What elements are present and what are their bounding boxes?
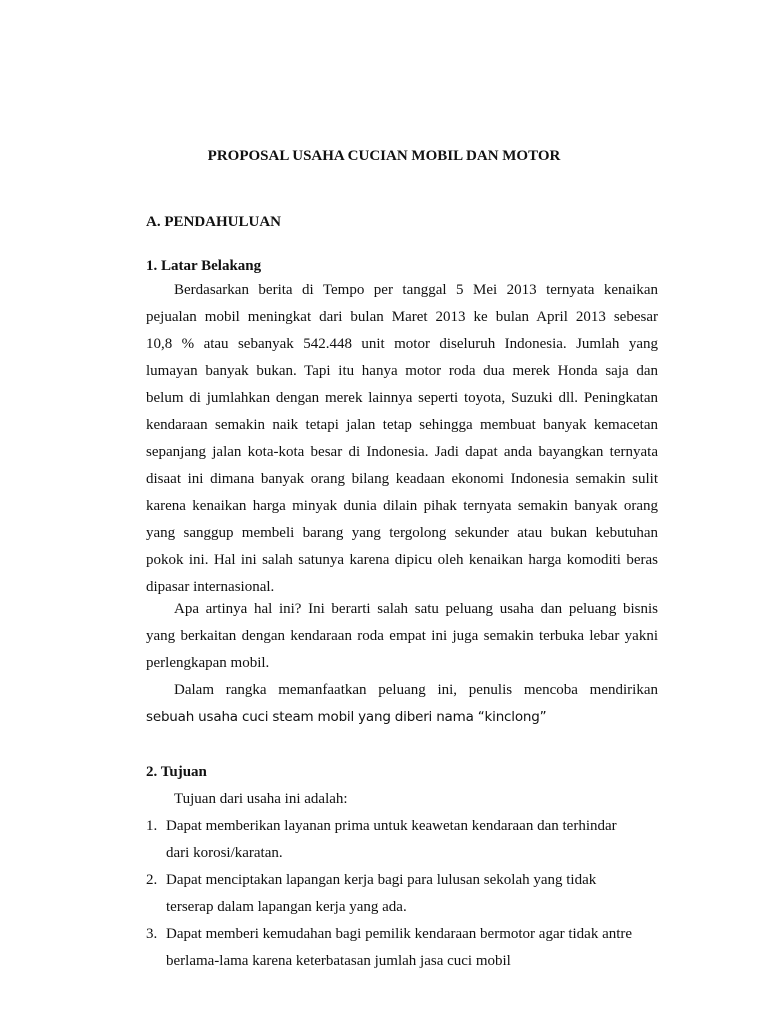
paragraph-latar-belakang-3 bbox=[146, 677, 658, 731]
paragraph-line: dipasar internasional. bbox=[146, 579, 275, 595]
paragraph-line: Apa artinya hal ini? Ini berarti salah satu peluang usaha dan peluang bisnis bbox=[174, 601, 658, 617]
list-item-line: Dapat memberikan layanan prima untuk keawetan kendaraan dan terhindar bbox=[166, 818, 617, 834]
list-item-line: terserap dalam lapangan kerja yang ada. bbox=[166, 899, 407, 915]
list-item bbox=[146, 867, 666, 921]
paragraph-line: karena kenaikan harga minyak dunia dilain pihak ternyata semakin banyak orang bbox=[146, 498, 658, 514]
section-heading-pendahuluan: A. PENDAHULUAN bbox=[146, 214, 281, 230]
paragraph-line: belum di jumlahkan dengan merek lainnya seperti toyota, Suzuki dll. Peningkatan bbox=[146, 390, 658, 406]
paragraph-line: pejualan mobil meningkat dari bulan Maret 2013 ke bulan April 2013 sebesar bbox=[146, 309, 658, 325]
list-item-line: Dapat memberi kemudahan bagi pemilik kendaraan bermotor agar tidak antre bbox=[166, 926, 633, 942]
paragraph-latar-belakang-2 bbox=[146, 596, 658, 677]
paragraph-latar-belakang-1 bbox=[146, 277, 658, 601]
list-item bbox=[146, 921, 666, 975]
paragraph-line: kendaraan semakin naik tetapi jalan tetap sehingga membuat banyak kemacetan bbox=[146, 417, 658, 433]
list-item-line: Dapat menciptakan lapangan kerja bagi para lulusan sekolah yang tidak bbox=[166, 872, 597, 888]
paragraph-line: disaat ini dimana banyak orang bilang keadaan ekonomi Indonesia semakin sulit bbox=[146, 471, 658, 487]
paragraph-line: sebuah usaha cuci steam mobil yang diberi nama “kinclong” bbox=[146, 709, 547, 725]
paragraph-line: yang berkaitan dengan kendaraan roda empat ini juga semakin terbuka lebar yakni bbox=[146, 628, 658, 644]
subheading-tujuan: 2. Tujuan bbox=[146, 764, 207, 780]
paragraph-line: sepanjang jalan kota-kota besar di Indonesia. Jadi dapat anda bayangkan ternyata bbox=[146, 444, 658, 460]
list-item-line: dari korosi/karatan. bbox=[166, 845, 283, 861]
list-item-number: 3. bbox=[146, 926, 158, 942]
paragraph-line: Dalam rangka memanfaatkan peluang ini, penulis mencoba mendirikan bbox=[174, 682, 658, 698]
tujuan-list bbox=[146, 813, 666, 975]
paragraph-line: Berdasarkan berita di Tempo per tanggal 5 Mei 2013 ternyata kenaikan bbox=[174, 282, 658, 298]
list-item-number: 1. bbox=[146, 818, 158, 834]
tujuan-intro: Tujuan dari usaha ini adalah: bbox=[174, 791, 348, 807]
list-item bbox=[146, 813, 666, 867]
subheading-latar-belakang: 1. Latar Belakang bbox=[146, 258, 262, 274]
paragraph-line: pokok ini. Hal ini salah satunya karena dipicu oleh kenaikan harga komoditi beras bbox=[146, 552, 658, 568]
list-item-line: berlama-lama karena keterbatasan jumlah jasa cuci mobil bbox=[166, 953, 511, 969]
paragraph-line: perlengkapan mobil. bbox=[146, 655, 270, 671]
paragraph-line: lumayan banyak bukan. Tapi itu hanya motor roda dua merek Honda saja dan bbox=[146, 363, 658, 379]
document-title: PROPOSAL USAHA CUCIAN MOBIL DAN MOTOR bbox=[207, 148, 561, 164]
list-item-number: 2. bbox=[146, 872, 158, 888]
paragraph-line: yang sanggup membeli barang yang tergolong sekunder atau bukan kebutuhan bbox=[146, 525, 658, 541]
paragraph-line: 10,8 % atau sebanyak 542.448 unit motor diseluruh Indonesia. Jumlah yang bbox=[146, 336, 658, 352]
